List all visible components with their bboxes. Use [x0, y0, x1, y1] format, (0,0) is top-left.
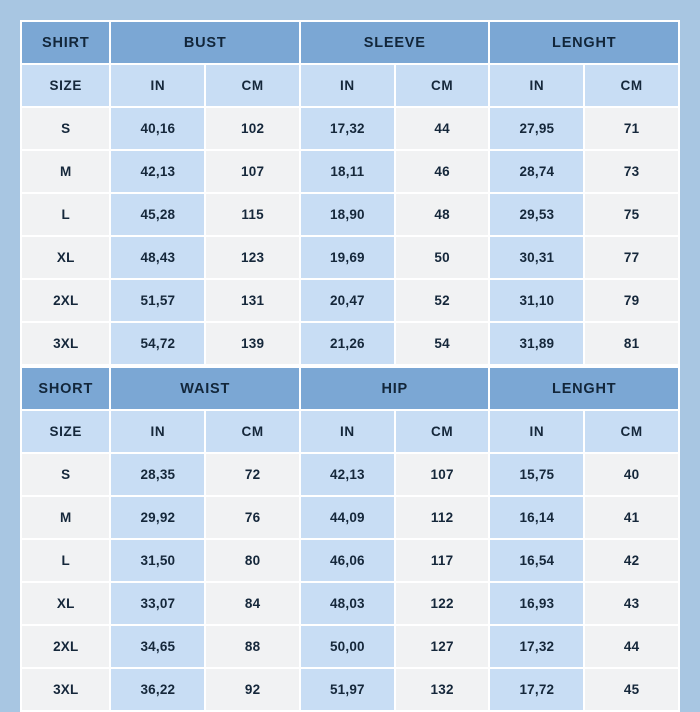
cell-waist-in: 34,65	[110, 625, 205, 668]
size-chart-card	[20, 20, 680, 697]
cell-lenght-cm: 79	[584, 279, 679, 322]
cell-bust-in: 40,16	[110, 107, 205, 150]
cell-bust-cm: 139	[205, 322, 300, 365]
measure-group-lenght: LENGHT	[489, 21, 679, 64]
cell-hip-cm: 132	[395, 668, 490, 711]
cell-hip-cm: 127	[395, 625, 490, 668]
cell-lenght-cm: 71	[584, 107, 679, 150]
table-band-header-shirt	[21, 21, 679, 64]
cell-waist-in: 31,50	[110, 539, 205, 582]
cell-sleeve-in: 19,69	[300, 236, 395, 279]
cell-lenght-cm: 73	[584, 150, 679, 193]
cell-size: S	[21, 107, 110, 150]
cell-waist-cm: 88	[205, 625, 300, 668]
cell-hip-in: 48,03	[300, 582, 395, 625]
measure-group-hip: HIP	[300, 367, 490, 410]
cell-sleeve-in: 20,47	[300, 279, 395, 322]
column-header-lenght-cm: CM	[584, 64, 679, 107]
cell-lenght-in: 16,14	[489, 496, 584, 539]
cell-lenght-cm: 77	[584, 236, 679, 279]
column-header-waist-cm: CM	[205, 410, 300, 453]
cell-lenght-in: 17,32	[489, 625, 584, 668]
cell-lenght-cm: 41	[584, 496, 679, 539]
cell-lenght-in: 16,54	[489, 539, 584, 582]
column-header-hip-cm: CM	[395, 410, 490, 453]
table-row	[21, 236, 679, 279]
cell-bust-in: 42,13	[110, 150, 205, 193]
table-row	[21, 625, 679, 668]
cell-hip-in: 46,06	[300, 539, 395, 582]
column-header-size: SIZE	[21, 410, 110, 453]
column-header-lenght-in: IN	[489, 64, 584, 107]
cell-hip-cm: 122	[395, 582, 490, 625]
cell-hip-in: 51,97	[300, 668, 395, 711]
cell-size: 3XL	[21, 322, 110, 365]
cell-hip-in: 42,13	[300, 453, 395, 496]
column-header-waist-in: IN	[110, 410, 205, 453]
garment-label: SHORT	[21, 367, 110, 410]
cell-waist-cm: 84	[205, 582, 300, 625]
table-row	[21, 453, 679, 496]
cell-size: 2XL	[21, 279, 110, 322]
cell-size: L	[21, 193, 110, 236]
column-header-sleeve-in: IN	[300, 64, 395, 107]
cell-hip-in: 50,00	[300, 625, 395, 668]
cell-bust-cm: 115	[205, 193, 300, 236]
cell-bust-in: 54,72	[110, 322, 205, 365]
measure-group-bust: BUST	[110, 21, 300, 64]
cell-lenght-in: 30,31	[489, 236, 584, 279]
cell-size: XL	[21, 582, 110, 625]
cell-lenght-cm: 43	[584, 582, 679, 625]
cell-lenght-cm: 44	[584, 625, 679, 668]
table-row	[21, 539, 679, 582]
cell-size: XL	[21, 236, 110, 279]
cell-waist-cm: 76	[205, 496, 300, 539]
cell-sleeve-cm: 52	[395, 279, 490, 322]
cell-waist-in: 36,22	[110, 668, 205, 711]
cell-sleeve-cm: 48	[395, 193, 490, 236]
cell-sleeve-in: 18,90	[300, 193, 395, 236]
cell-lenght-cm: 45	[584, 668, 679, 711]
cell-waist-cm: 72	[205, 453, 300, 496]
table-row	[21, 322, 679, 365]
column-header-hip-in: IN	[300, 410, 395, 453]
cell-lenght-cm: 75	[584, 193, 679, 236]
short-size-table	[20, 366, 680, 712]
shirt-size-table	[20, 20, 680, 366]
cell-lenght-in: 27,95	[489, 107, 584, 150]
cell-sleeve-cm: 44	[395, 107, 490, 150]
cell-waist-in: 29,92	[110, 496, 205, 539]
table-row	[21, 193, 679, 236]
table-subheader-short	[21, 410, 679, 453]
table-row	[21, 582, 679, 625]
cell-sleeve-cm: 54	[395, 322, 490, 365]
table-band-header-short	[21, 367, 679, 410]
table-row	[21, 668, 679, 711]
cell-waist-cm: 80	[205, 539, 300, 582]
cell-lenght-in: 28,74	[489, 150, 584, 193]
cell-bust-cm: 131	[205, 279, 300, 322]
measure-group-waist: WAIST	[110, 367, 300, 410]
cell-hip-cm: 107	[395, 453, 490, 496]
cell-bust-in: 45,28	[110, 193, 205, 236]
column-header-size: SIZE	[21, 64, 110, 107]
cell-sleeve-in: 17,32	[300, 107, 395, 150]
cell-sleeve-cm: 50	[395, 236, 490, 279]
table-row	[21, 496, 679, 539]
measure-group-sleeve: SLEEVE	[300, 21, 490, 64]
cell-size: M	[21, 496, 110, 539]
cell-hip-in: 44,09	[300, 496, 395, 539]
cell-lenght-in: 31,10	[489, 279, 584, 322]
cell-bust-cm: 107	[205, 150, 300, 193]
garment-label: SHIRT	[21, 21, 110, 64]
cell-bust-cm: 102	[205, 107, 300, 150]
cell-waist-cm: 92	[205, 668, 300, 711]
cell-sleeve-cm: 46	[395, 150, 490, 193]
cell-size: 3XL	[21, 668, 110, 711]
cell-sleeve-in: 21,26	[300, 322, 395, 365]
cell-lenght-in: 31,89	[489, 322, 584, 365]
cell-hip-cm: 112	[395, 496, 490, 539]
cell-lenght-cm: 42	[584, 539, 679, 582]
cell-lenght-in: 16,93	[489, 582, 584, 625]
cell-lenght-cm: 40	[584, 453, 679, 496]
column-header-bust-in: IN	[110, 64, 205, 107]
cell-waist-in: 28,35	[110, 453, 205, 496]
cell-size: 2XL	[21, 625, 110, 668]
table-row	[21, 279, 679, 322]
column-header-bust-cm: CM	[205, 64, 300, 107]
cell-size: S	[21, 453, 110, 496]
column-header-lenght-cm: CM	[584, 410, 679, 453]
cell-lenght-cm: 81	[584, 322, 679, 365]
column-header-lenght-in: IN	[489, 410, 584, 453]
cell-lenght-in: 29,53	[489, 193, 584, 236]
cell-bust-in: 51,57	[110, 279, 205, 322]
table-row	[21, 150, 679, 193]
column-header-sleeve-cm: CM	[395, 64, 490, 107]
cell-bust-cm: 123	[205, 236, 300, 279]
cell-size: M	[21, 150, 110, 193]
table-subheader-shirt	[21, 64, 679, 107]
cell-lenght-in: 15,75	[489, 453, 584, 496]
measure-group-lenght: LENGHT	[489, 367, 679, 410]
cell-waist-in: 33,07	[110, 582, 205, 625]
cell-size: L	[21, 539, 110, 582]
cell-bust-in: 48,43	[110, 236, 205, 279]
table-row	[21, 107, 679, 150]
cell-hip-cm: 117	[395, 539, 490, 582]
cell-sleeve-in: 18,11	[300, 150, 395, 193]
cell-lenght-in: 17,72	[489, 668, 584, 711]
